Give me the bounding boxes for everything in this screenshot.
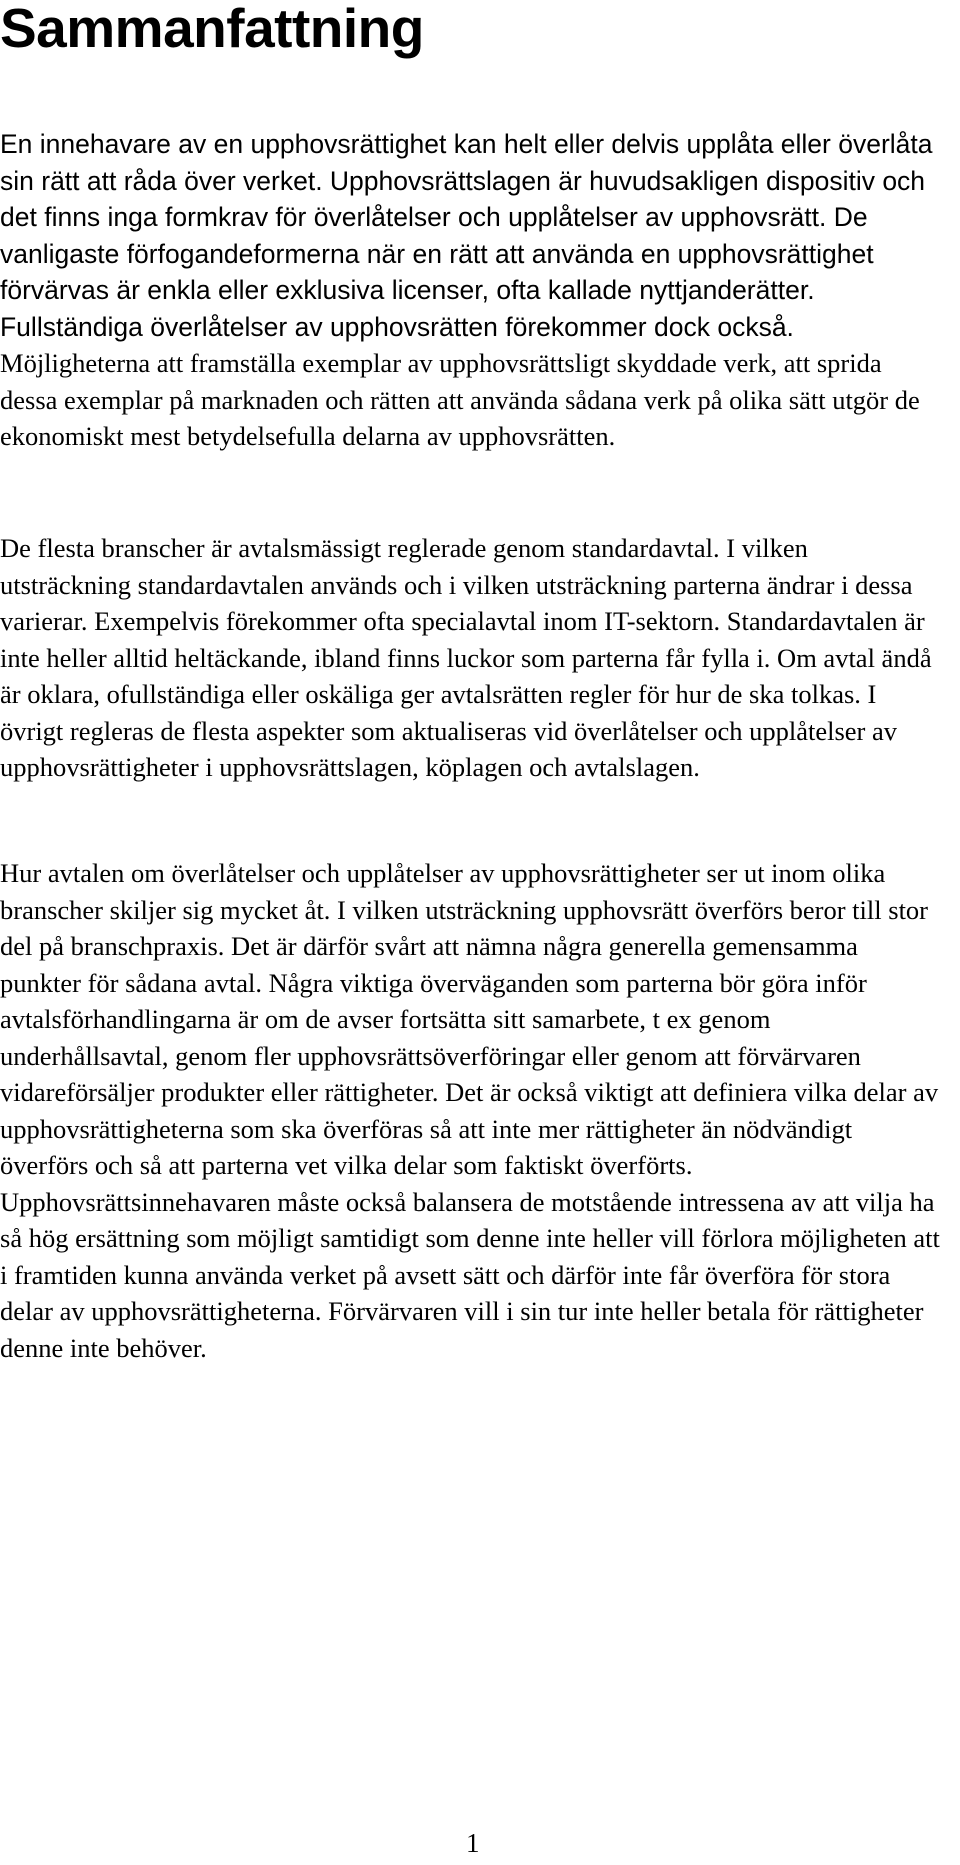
page-number: 1 [466, 1828, 480, 1858]
summary-paragraph-2: De flesta branscher är avtalsmässigt reglerade genom standardavtal. I vilken utsträckning standardavtalen används och i vilken utsträckning parterna ändrar i dessa varierar. Exempelvis förekommer ofta specialavtal inom IT-sektorn. Standardavtalen är inte heller alltid heltäckande, ibland finns luckor som parterna får fylla i. Om avtal ändå är oklara, ofullständiga eller oskäliga ger avtalsrätten regler för hur de ska tolkas. I övrigt regleras de flesta aspekter som aktualiseras vid överlåtelser och upplåtelser av upphovsrättigheter i upphovsrättslagen, köplagen och avtalslagen. [0, 533, 932, 782]
paragraph-1-serif-text: Möjligheterna att framställa exemplar av upphovsrättsligt skyddade verk, att sprida dessa exemplar på marknaden och rätten att använda sådana verk på olika sätt utgör de ekonomiskt mest betydelsefulla delarna av upphovsrätten. [0, 348, 920, 451]
paragraph-1-sans-text: En innehavare av en upphovsrättighet kan helt eller delvis upplåta eller överlåta sin rätt att råda över verket. Upphovsrättslagen är huvudsakligen dispositiv och det finns inga formkrav för överlåtelser och upplåtelser av upphovsrätt. De vanligaste förfogandeformerna när en rätt att använda en upphovsrättighet förvärvas är enkla eller exklusiva licenser, ofta kallade nyttjanderätter. Fullständiga överlåtelser av upphovsrätten förekommer dock också. [0, 129, 933, 342]
summary-paragraph-3: Hur avtalen om överlåtelser och upplåtelser av upphovsrättigheter ser ut inom olika branscher skiljer sig mycket åt. I vilken utsträckning upphovsrätt överförs beror till stor del på branschpraxis. Det är därför svårt att nämna några generella gemensamma punkter för sådana avtal. Några viktiga överväganden som parterna bör göra inför avtalsförhandlingarna är om de avser fortsätta sitt samarbete, t ex genom underhållsavtal, genom fler upphovsrättsöverföringar eller genom att förvärvaren vidareförsäljer produkter eller rättigheter. Det är också viktigt att definiera vilka delar av upphovsrättigheterna som ska överföras så att inte mer rättigheter än nödvändigt överförs och så att parterna vet vilka delar som faktiskt överförts. Upphovsrättsinnehavaren måste också balansera de motstående intressena av att vilja ha så hög ersättning som möjligt samtidigt som denne inte heller vill förlora möjligheten att i framtiden kunna använda verket på avsett sätt och därför inte får överföra för stora delar av upphovsrättigheterna. Förvärvaren vill i sin tur inte heller betala för rättigheter denne inte behöver. [0, 858, 940, 1363]
page-title: Sammanfattning [0, 0, 424, 59]
summary-paragraph-1 [0, 126, 945, 455]
